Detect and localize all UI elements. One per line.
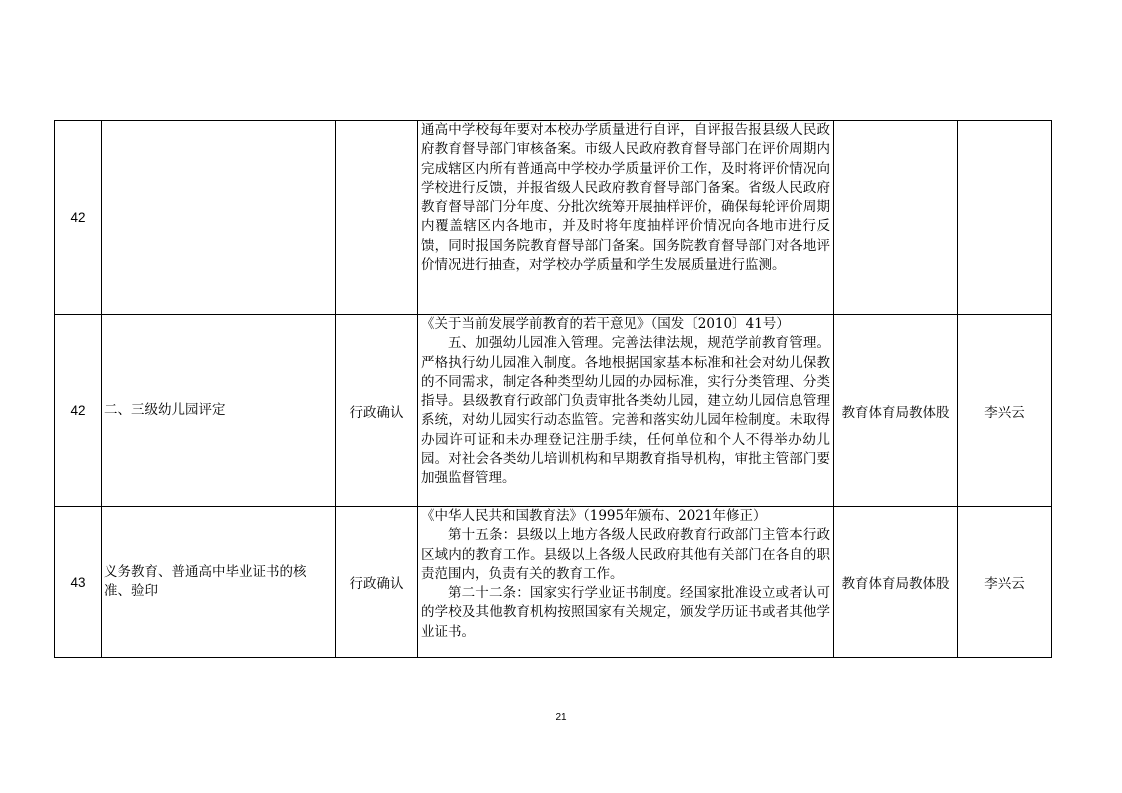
page-number: 21 xyxy=(555,712,567,723)
item-name xyxy=(102,121,336,315)
items-table xyxy=(54,120,1052,658)
item-number: 42 xyxy=(55,121,102,315)
basis-text: 五、加强幼儿园准入管理。完善法律法规，规范学前教育管理。严格执行幼儿园准入制度。各地根据国家基本标准和社会对幼儿保教的不同需求，制定各种类型幼儿园的办园标准，实行分类管理、分类指导。县级教育行政部门负责审批各类幼儿园，建立幼儿园信息管理系统，对幼儿园实行动态监管。完善和落实幼儿园年检制度。未取得办园许可证和未办理登记注册手续，任何单位和个人不得举办幼儿园。对社会各类幼儿培训机构和早期教育指导机构，审批主管部门要加强监督管理。 xyxy=(421,335,830,487)
item-person: 李兴云 xyxy=(958,507,1052,658)
item-name: 二、三级幼儿园评定 xyxy=(102,315,336,507)
basis-paragraph: 第十五条：县级以上地方各级人民政府教育行政部门主管本行政区域内的教育工作。县级以上各级人民政府其他有关部门在各自的职责范围内，负责有关的教育工作。 xyxy=(421,527,830,582)
item-type xyxy=(336,121,418,315)
basis-title: 《关于当前发展学前教育的若干意见》（国发〔2010〕41号） xyxy=(421,316,790,332)
table-row xyxy=(55,315,1052,507)
basis-title: 《中华人民共和国教育法》（1995年颁布、2021年修正） xyxy=(421,508,767,524)
item-basis xyxy=(418,507,834,658)
item-type: 行政确认 xyxy=(336,507,418,658)
item-type: 行政确认 xyxy=(336,315,418,507)
item-basis xyxy=(418,121,834,315)
item-department xyxy=(834,121,958,315)
table-row xyxy=(55,121,1052,315)
table-row xyxy=(55,507,1052,658)
item-number: 42 xyxy=(55,315,102,507)
item-basis xyxy=(418,315,834,507)
item-number: 43 xyxy=(55,507,102,658)
basis-text: 通高中学校每年要对本校办学质量进行自评，自评报告报县级人民政府教育督导部门审核备案。市级人民政府教育督导部门在评价周期内完成辖区内所有普通高中学校办学质量评价工作，及时将评价情况向学校进行反馈，并报省级人民政府教育督导部门备案。省级人民政府教育督导部门分年度、分批次统筹开展抽样评价，确保每轮评价周期内覆盖辖区内各地市，并及时将年度抽样评价情况向各地市进行反馈，同时报国务院教育督导部门备案。国务院教育督导部门对各地评价情况进行抽查，对学校办学质量和学生发展质量进行监测。 xyxy=(421,122,830,274)
item-department: 教育体育局教体股 xyxy=(834,315,958,507)
item-name: 义务教育、普通高中毕业证书的核准、验印 xyxy=(102,507,336,658)
item-person: 李兴云 xyxy=(958,315,1052,507)
item-person xyxy=(958,121,1052,315)
basis-paragraph: 第二十二条：国家实行学业证书制度。经国家批准设立或者认可的学校及其他教育机构按照国家有关规定，颁发学历证书或者其他学业证书。 xyxy=(421,585,830,640)
item-department: 教育体育局教体股 xyxy=(834,507,958,658)
